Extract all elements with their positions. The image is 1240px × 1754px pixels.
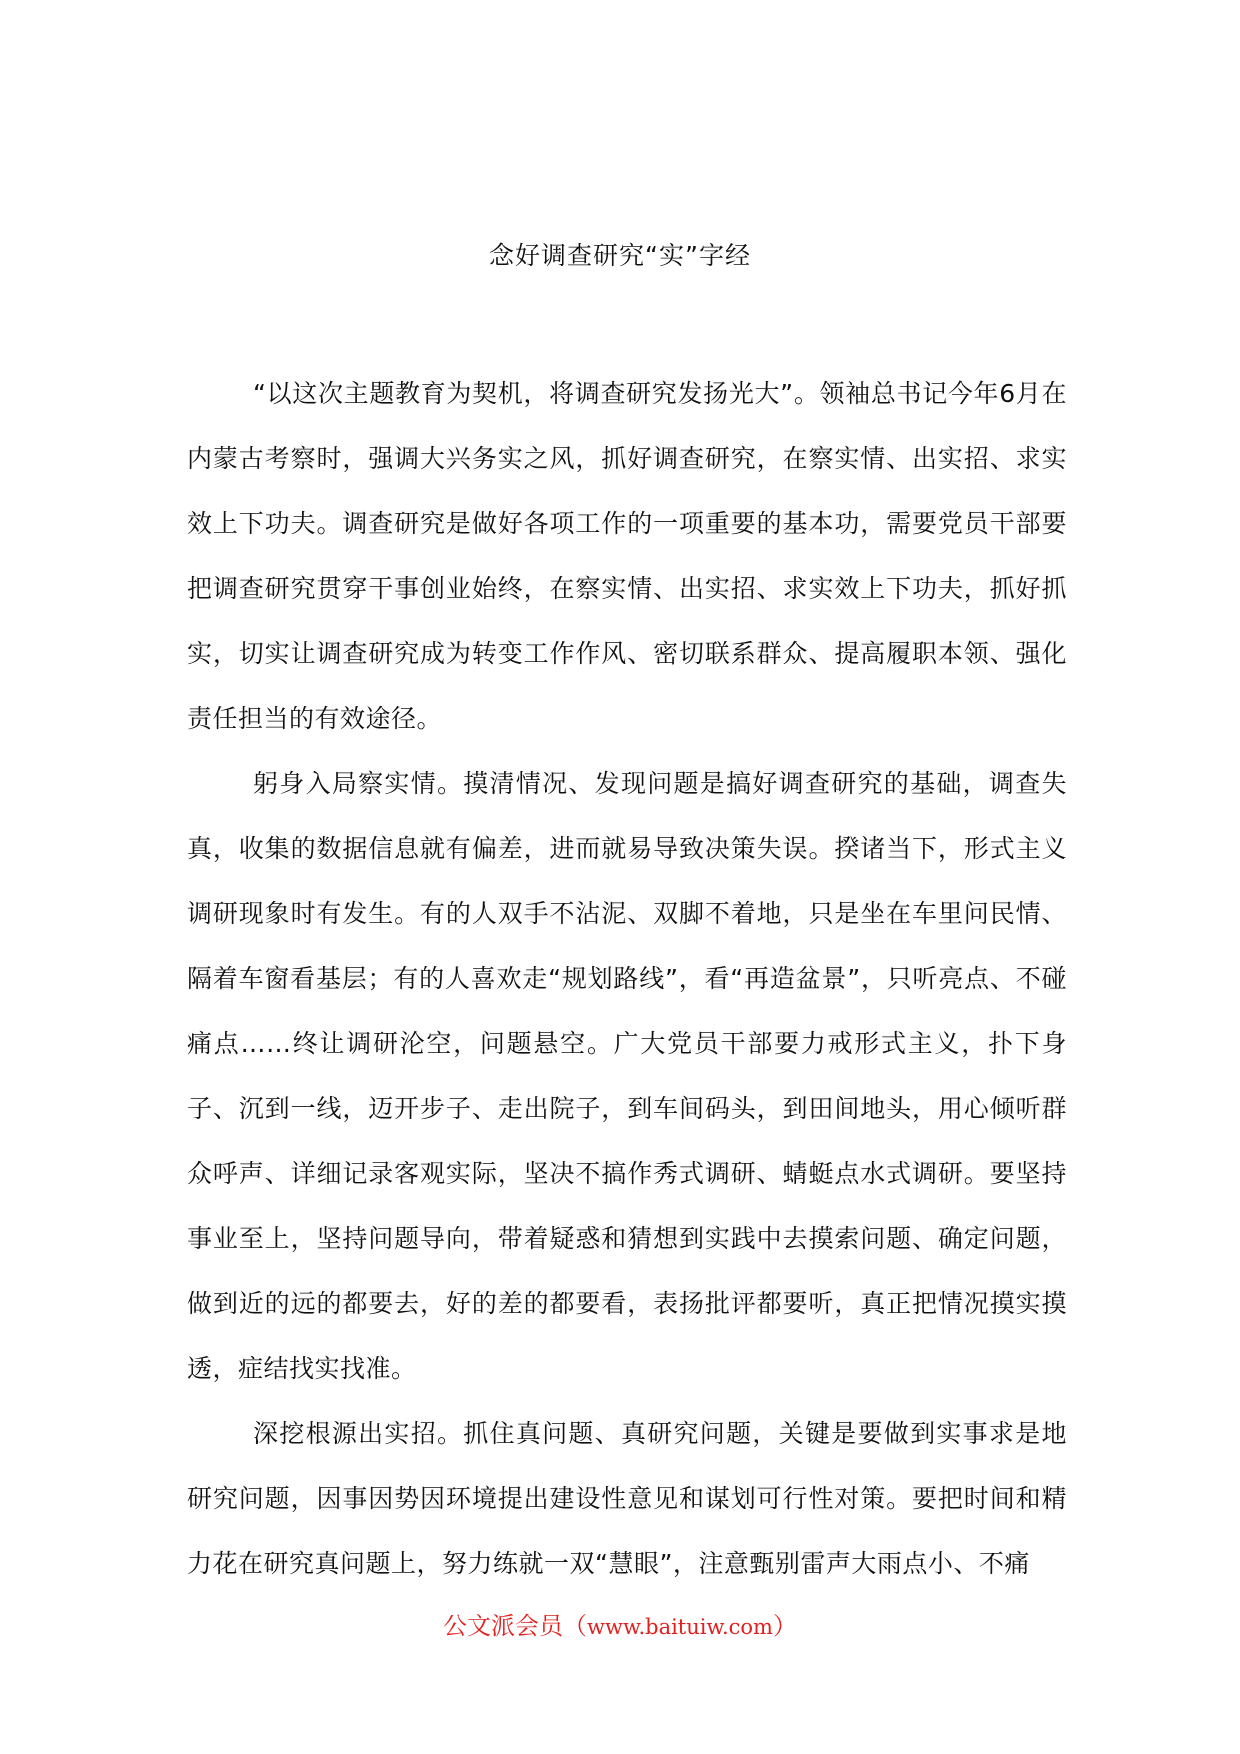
paragraph: 深挖根源出实招。抓住真问题、真研究问题，关键是要做到实事求是地研究问题，因事因势因环境提出建设性意见和谋划可行性对策。要把时间和精力花在研究真问题上，努力练就一双“慧眼”，注意甄别雷声大雨点小、不痛: [187, 1419, 1067, 1578]
document-title: 念好调查研究“实”字经: [489, 241, 751, 270]
footer-open-paren: （: [563, 1612, 588, 1640]
paragraph: “以这次主题教育为契机，将调查研究发扬光大”。领袖总书记今年6月在内蒙古考察时，强调大兴务实之风，抓好调查研究，在察实情、出实招、求实效上下功夫。调查研究是做好各项工作的一项重要的基本功，需要党员干部要把调查研究贯穿干事创业始终，在察实情、出实招、求实效上下功夫，抓好抓实，切实让调查研究成为转变工作作风、密切联系群众、提高履职本领、强化责任担当的有效途径。: [187, 379, 1067, 733]
footer-url: www.baituiw.com: [587, 1615, 773, 1639]
document-body: [187, 361, 1067, 1596]
paragraph: 躬身入局察实情。摸清情况、发现问题是搞好调查研究的基础，调查失真，收集的数据信息就有偏差，进而就易导致决策失误。揆诸当下，形式主义调研现象时有发生。有的人双手不沾泥、双脚不着地，只是坐在车里问民情、隔着车窗看基层；有的人喜欢走“规划路线”，看“再造盆景”，只听亮点、不碰痛点……终让调研沦空，问题悬空。广大党员干部要力戒形式主义，扑下身子、沉到一线，迈开步子、走出院子，到车间码头，到田间地头，用心倾听群众呼声、详细记录客观实际，坚决不搞作秀式调研、蜻蜓点水式调研。要坚持事业至上，坚持问题导向，带着疑惑和猜想到实践中去摸索问题、确定问题，做到近的远的都要去，好的差的都要看，表扬批评都要听，真正把情况摸实摸透，症结找实找准。: [187, 769, 1067, 1383]
footer-watermark: [0, 1606, 1240, 1641]
footer-brand: 公文派会员: [443, 1612, 564, 1640]
footer-close-paren: ）: [772, 1612, 797, 1640]
